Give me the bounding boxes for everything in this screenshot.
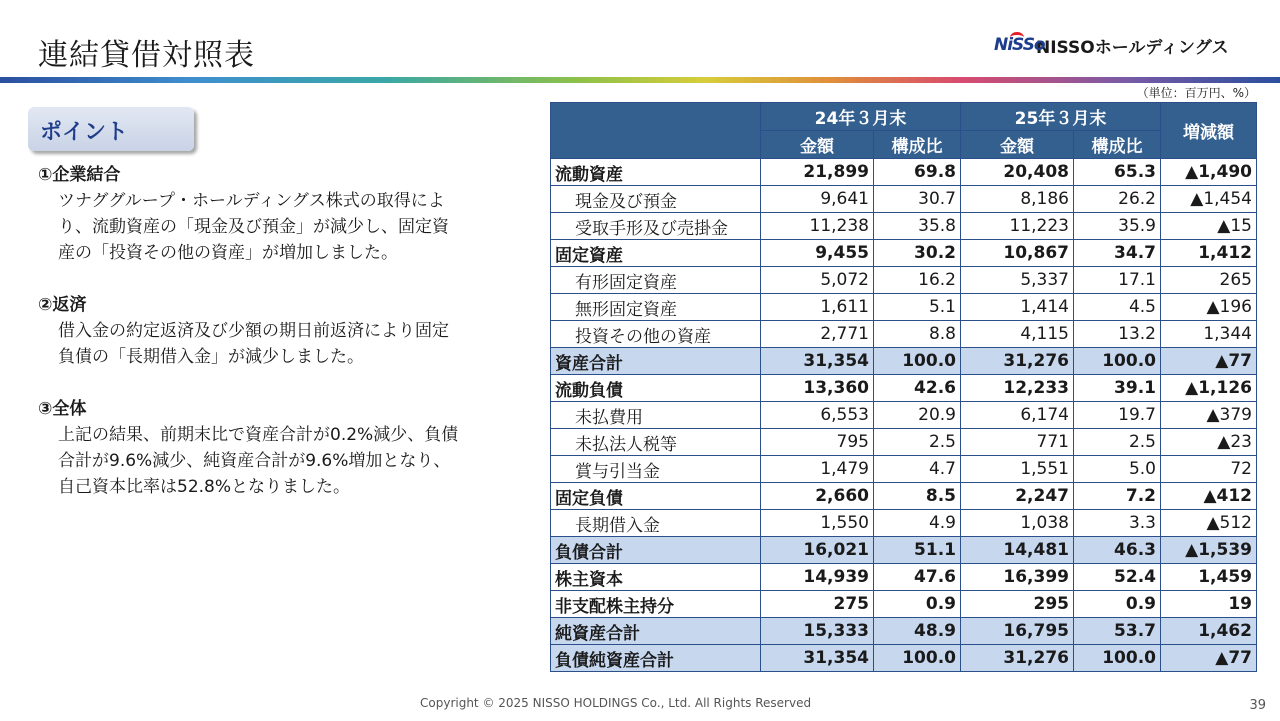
fy25-amount: 5,337: [961, 267, 1074, 294]
fy25-ratio: 0.9: [1074, 591, 1161, 618]
fy25-ratio: 2.5: [1074, 429, 1161, 456]
balance-sheet-table: [550, 102, 1257, 672]
fy25-ratio: 13.2: [1074, 321, 1161, 348]
fy25-ratio: 26.2: [1074, 186, 1161, 213]
fy25-amount: 1,551: [961, 456, 1074, 483]
header-amount: 金額: [961, 131, 1074, 159]
fy25-ratio: 65.3: [1074, 159, 1161, 186]
fy24-amount: 5,072: [761, 267, 874, 294]
table-row: [551, 267, 1257, 294]
point-2-line: 負債の「長期借入金」が減少しました。: [58, 347, 364, 367]
fy25-ratio: 39.1: [1074, 375, 1161, 402]
point-1-line: ツナググループ・ホールディングス株式の取得によ: [58, 191, 445, 211]
fy24-ratio: 30.2: [874, 240, 961, 267]
point-2-heading: ②返済: [38, 295, 87, 315]
fy24-ratio: 8.5: [874, 483, 961, 510]
row-label: 負債合計: [551, 537, 761, 564]
fy25-amount: 8,186: [961, 186, 1074, 213]
table-row: [551, 294, 1257, 321]
point-heading: ポイント: [40, 120, 129, 145]
fy24-amount: 11,238: [761, 213, 874, 240]
fy24-ratio: 0.9: [874, 591, 961, 618]
fy25-amount: 11,223: [961, 213, 1074, 240]
change-amount: ▲512: [1161, 510, 1257, 537]
row-label: 株主資本: [551, 564, 761, 591]
change-amount: ▲23: [1161, 429, 1257, 456]
table-row: [551, 537, 1257, 564]
header-amount: 金額: [761, 131, 874, 159]
fy25-amount: 10,867: [961, 240, 1074, 267]
fy25-amount: 31,276: [961, 348, 1074, 375]
fy24-amount: 1,550: [761, 510, 874, 537]
change-amount: ▲1,126: [1161, 375, 1257, 402]
point-1-line: 産の「投資その他の資産」が増加しました。: [58, 243, 398, 263]
fy25-ratio: 7.2: [1074, 483, 1161, 510]
point-heading-box: [28, 107, 194, 151]
change-amount: ▲412: [1161, 483, 1257, 510]
fy24-amount: 9,641: [761, 186, 874, 213]
table-body: [551, 159, 1257, 672]
table-row: [551, 645, 1257, 672]
point-3-line: 自己資本比率は52.8%となりました。: [58, 477, 351, 497]
table-row: [551, 321, 1257, 348]
fy25-ratio: 34.7: [1074, 240, 1161, 267]
logo-mark-text: NiSSo: [994, 35, 1045, 55]
table-row: [551, 564, 1257, 591]
fy25-ratio: 35.9: [1074, 213, 1161, 240]
fy24-ratio: 20.9: [874, 402, 961, 429]
fy25-amount: 14,481: [961, 537, 1074, 564]
fy24-amount: 795: [761, 429, 874, 456]
fy24-amount: 275: [761, 591, 874, 618]
fy24-ratio: 100.0: [874, 645, 961, 672]
fy24-amount: 2,771: [761, 321, 874, 348]
fy24-ratio: 48.9: [874, 618, 961, 645]
copyright: Copyright © 2025 NISSO HOLDINGS Co., Ltd. All Rights Reserved: [420, 696, 812, 710]
change-amount: 19: [1161, 591, 1257, 618]
fy25-amount: 16,795: [961, 618, 1074, 645]
fy25-amount: 6,174: [961, 402, 1074, 429]
fy24-ratio: 100.0: [874, 348, 961, 375]
fy25-ratio: 100.0: [1074, 348, 1161, 375]
fy24-amount: 15,333: [761, 618, 874, 645]
point-3-heading: ③全体: [38, 399, 87, 419]
row-label: 固定負債: [551, 483, 761, 510]
fy24-ratio: 16.2: [874, 267, 961, 294]
fy25-amount: 31,276: [961, 645, 1074, 672]
table-row: [551, 429, 1257, 456]
fy25-amount: 4,115: [961, 321, 1074, 348]
fy25-ratio: 52.4: [1074, 564, 1161, 591]
fy25-amount: 771: [961, 429, 1074, 456]
logo-text: NISSOホールディングス: [1036, 37, 1229, 58]
row-label: 現金及び預金: [551, 186, 761, 213]
fy25-amount: 1,038: [961, 510, 1074, 537]
change-amount: ▲77: [1161, 645, 1257, 672]
page-number: 39: [1249, 698, 1266, 713]
logo-mark: [994, 32, 1045, 58]
row-label: 未払法人税等: [551, 429, 761, 456]
table-row: [551, 186, 1257, 213]
change-amount: ▲379: [1161, 402, 1257, 429]
row-label: 受取手形及び売掛金: [551, 213, 761, 240]
point-2-line: 借入金の約定返済及び少額の期日前返済により固定: [58, 321, 449, 341]
change-amount: 1,459: [1161, 564, 1257, 591]
fy24-amount: 14,939: [761, 564, 874, 591]
fy24-amount: 1,611: [761, 294, 874, 321]
change-amount: 265: [1161, 267, 1257, 294]
fy24-ratio: 5.1: [874, 294, 961, 321]
fy24-ratio: 47.6: [874, 564, 961, 591]
change-amount: 72: [1161, 456, 1257, 483]
point-3-line: 合計が9.6%減少、純資産合計が9.6%増加となり、: [58, 451, 451, 471]
row-label: 非支配株主持分: [551, 591, 761, 618]
fy24-ratio: 42.6: [874, 375, 961, 402]
fy25-ratio: 5.0: [1074, 456, 1161, 483]
header-ratio: 構成比: [1074, 131, 1161, 159]
fy24-ratio: 69.8: [874, 159, 961, 186]
fy25-ratio: 100.0: [1074, 645, 1161, 672]
header-change: 増減額: [1161, 103, 1257, 159]
change-amount: ▲1,454: [1161, 186, 1257, 213]
fy24-amount: 2,660: [761, 483, 874, 510]
fy25-ratio: 17.1: [1074, 267, 1161, 294]
table-row: [551, 348, 1257, 375]
unit-label: （単位：百万円、%）: [1136, 86, 1256, 100]
row-label: 負債純資産合計: [551, 645, 761, 672]
row-label: 無形固定資産: [551, 294, 761, 321]
fy24-ratio: 4.7: [874, 456, 961, 483]
table-row: [551, 510, 1257, 537]
row-label: 投資その他の資産: [551, 321, 761, 348]
fy25-amount: 16,399: [961, 564, 1074, 591]
fy24-ratio: 2.5: [874, 429, 961, 456]
fy25-amount: 1,414: [961, 294, 1074, 321]
point-1-heading: ①企業結合: [38, 165, 121, 185]
point-3-line: 上記の結果、前期末比で資産合計が0.2%減少、負債: [58, 425, 459, 445]
fy25-ratio: 3.3: [1074, 510, 1161, 537]
fy25-ratio: 19.7: [1074, 402, 1161, 429]
change-amount: ▲1,490: [1161, 159, 1257, 186]
row-label: 流動負債: [551, 375, 761, 402]
table-row: [551, 240, 1257, 267]
row-label: 賞与引当金: [551, 456, 761, 483]
fy25-ratio: 4.5: [1074, 294, 1161, 321]
fy24-amount: 6,553: [761, 402, 874, 429]
table-row: [551, 375, 1257, 402]
header-divider: [0, 77, 1280, 83]
fy24-amount: 1,479: [761, 456, 874, 483]
header-period-fy24: 24年３月末: [761, 103, 961, 131]
table-row: [551, 591, 1257, 618]
change-amount: ▲196: [1161, 294, 1257, 321]
fy24-amount: 21,899: [761, 159, 874, 186]
fy24-ratio: 8.8: [874, 321, 961, 348]
change-amount: 1,344: [1161, 321, 1257, 348]
header-blank: [551, 103, 761, 159]
fy24-amount: 16,021: [761, 537, 874, 564]
fy25-ratio: 53.7: [1074, 618, 1161, 645]
point-1-line: り、流動資産の「現金及び預金」が減少し、固定資: [58, 217, 449, 237]
fy24-amount: 13,360: [761, 375, 874, 402]
fy25-ratio: 46.3: [1074, 537, 1161, 564]
fy24-amount: 31,354: [761, 348, 874, 375]
row-label: 純資産合計: [551, 618, 761, 645]
fy25-amount: 12,233: [961, 375, 1074, 402]
fy24-amount: 31,354: [761, 645, 874, 672]
change-amount: ▲77: [1161, 348, 1257, 375]
table-row: [551, 456, 1257, 483]
page-title: 連結貸借対照表: [38, 38, 255, 73]
row-label: 未払費用: [551, 402, 761, 429]
fy25-amount: 20,408: [961, 159, 1074, 186]
change-amount: 1,412: [1161, 240, 1257, 267]
fy25-amount: 2,247: [961, 483, 1074, 510]
fy24-ratio: 51.1: [874, 537, 961, 564]
change-amount: ▲15: [1161, 213, 1257, 240]
row-label: 長期借入金: [551, 510, 761, 537]
row-label: 流動資産: [551, 159, 761, 186]
table-row: [551, 483, 1257, 510]
header-ratio: 構成比: [874, 131, 961, 159]
table-row: [551, 402, 1257, 429]
row-label: 固定資産: [551, 240, 761, 267]
table-row: [551, 213, 1257, 240]
change-amount: 1,462: [1161, 618, 1257, 645]
header-period-fy25: 25年３月末: [961, 103, 1161, 131]
company-logo: [994, 32, 1229, 58]
fy24-ratio: 35.8: [874, 213, 961, 240]
row-label: 有形固定資産: [551, 267, 761, 294]
fy25-amount: 295: [961, 591, 1074, 618]
points-list: [38, 162, 538, 500]
fy24-ratio: 4.9: [874, 510, 961, 537]
fy24-ratio: 30.7: [874, 186, 961, 213]
fy24-amount: 9,455: [761, 240, 874, 267]
table-row: [551, 159, 1257, 186]
row-label: 資産合計: [551, 348, 761, 375]
table-row: [551, 618, 1257, 645]
change-amount: ▲1,539: [1161, 537, 1257, 564]
